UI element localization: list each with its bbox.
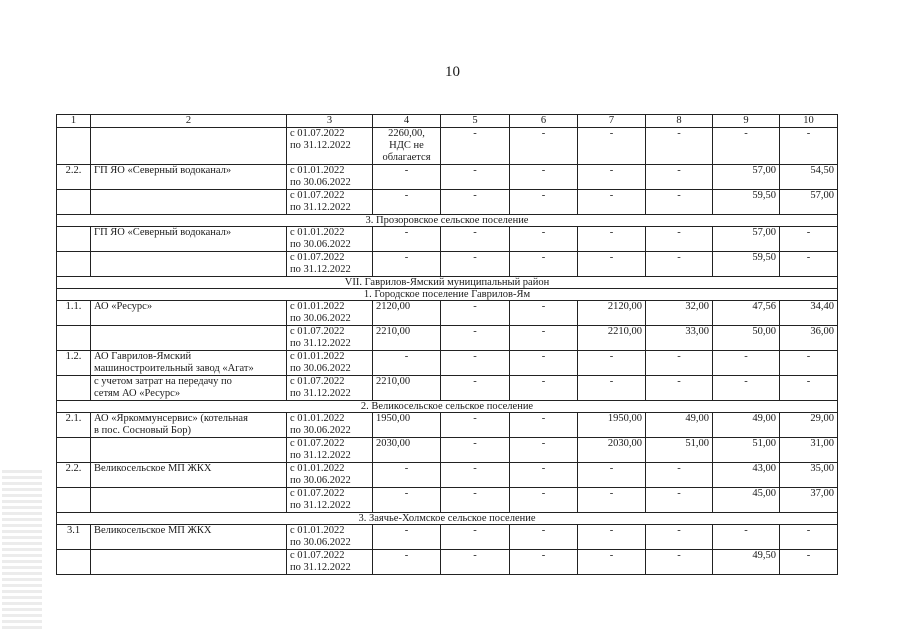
table-cell-col-4: 2260,00, НДС не облагается xyxy=(373,128,441,165)
table-cell-col-7: - xyxy=(578,488,646,513)
table-cell-col-5: - xyxy=(441,351,510,376)
table-cell-col-7: 2210,00 xyxy=(578,326,646,351)
table-cell-col-4: - xyxy=(373,165,441,190)
table-cell-col-9: 51,00 xyxy=(713,438,780,463)
table-row xyxy=(57,326,838,351)
table-cell-col-4: 2120,00 xyxy=(373,301,441,326)
table-cell-col-8: - xyxy=(646,376,713,401)
table-cell-col-2 xyxy=(91,550,287,575)
table-cell-col-10: 29,00 xyxy=(780,413,838,438)
table-cell-col-7: - xyxy=(578,463,646,488)
table-cell-col-4: - xyxy=(373,190,441,215)
table-cell-col-8: - xyxy=(646,351,713,376)
table-cell-col-3: с 01.07.2022 по 31.12.2022 xyxy=(287,128,373,165)
table-cell-col-10: - xyxy=(780,227,838,252)
table-cell-col-6: - xyxy=(510,463,578,488)
section-title: VII. Гаврилов-Ямский муниципальный район xyxy=(57,277,838,289)
table-cell-col-5: - xyxy=(441,128,510,165)
table-cell-col-1 xyxy=(57,438,91,463)
table-row xyxy=(57,351,838,376)
table-row xyxy=(57,413,838,438)
table-cell-col-9: 59,50 xyxy=(713,252,780,277)
section-header-row xyxy=(57,215,838,227)
table-cell-col-7: - xyxy=(578,376,646,401)
table-cell-col-8: - xyxy=(646,190,713,215)
table-cell-col-8: - xyxy=(646,525,713,550)
table-cell-col-3: с 01.07.2022 по 31.12.2022 xyxy=(287,326,373,351)
column-header-10: 10 xyxy=(780,115,838,128)
column-header-5: 5 xyxy=(441,115,510,128)
section-header-row xyxy=(57,289,838,301)
table-cell-col-10: - xyxy=(780,128,838,165)
table-cell-col-2: ГП ЯО «Северный водоканал» xyxy=(91,165,287,190)
table-cell-col-3: с 01.07.2022 по 31.12.2022 xyxy=(287,376,373,401)
table-cell-col-10: - xyxy=(780,351,838,376)
table-cell-col-6: - xyxy=(510,252,578,277)
table-cell-col-2: Великосельское МП ЖКХ xyxy=(91,463,287,488)
table-cell-col-4: - xyxy=(373,227,441,252)
table-cell-col-3: с 01.01.2022 по 30.06.2022 xyxy=(287,413,373,438)
table-cell-col-6: - xyxy=(510,165,578,190)
table-cell-col-5: - xyxy=(441,252,510,277)
table-row xyxy=(57,550,838,575)
column-header-8: 8 xyxy=(646,115,713,128)
table-cell-col-1 xyxy=(57,190,91,215)
table-cell-col-9: 49,50 xyxy=(713,550,780,575)
table-cell-col-1: 2.1. xyxy=(57,413,91,438)
section-title: 3. Прозоровское сельское поселение xyxy=(57,215,838,227)
table-cell-col-4: 2210,00 xyxy=(373,326,441,351)
table-cell-col-2 xyxy=(91,326,287,351)
table-cell-col-8: - xyxy=(646,550,713,575)
table-cell-col-10: 34,40 xyxy=(780,301,838,326)
table-cell-col-1: 2.2. xyxy=(57,165,91,190)
table-row xyxy=(57,301,838,326)
table-cell-col-8: - xyxy=(646,128,713,165)
table-cell-col-3: с 01.01.2022 по 30.06.2022 xyxy=(287,165,373,190)
table-cell-col-5: - xyxy=(441,413,510,438)
table-cell-col-2 xyxy=(91,488,287,513)
table-cell-col-1 xyxy=(57,376,91,401)
column-header-6: 6 xyxy=(510,115,578,128)
table-cell-col-1 xyxy=(57,128,91,165)
table-row xyxy=(57,128,838,165)
table-cell-col-2: АО «Яркоммунсервис» (котельная в пос. Сосновый Бор) xyxy=(91,413,287,438)
table-cell-col-5: - xyxy=(441,376,510,401)
table-cell-col-2: Великосельское МП ЖКХ xyxy=(91,525,287,550)
table-cell-col-5: - xyxy=(441,301,510,326)
table-cell-col-10: - xyxy=(780,525,838,550)
table-cell-col-4: - xyxy=(373,550,441,575)
table-cell-col-5: - xyxy=(441,550,510,575)
table-cell-col-3: с 01.01.2022 по 30.06.2022 xyxy=(287,463,373,488)
table-cell-col-9: - xyxy=(713,525,780,550)
table-cell-col-4: 2210,00 xyxy=(373,376,441,401)
table-cell-col-7: 2030,00 xyxy=(578,438,646,463)
table-cell-col-9: 50,00 xyxy=(713,326,780,351)
table-cell-col-5: - xyxy=(441,326,510,351)
table-cell-col-10: 54,50 xyxy=(780,165,838,190)
table-body xyxy=(57,115,838,575)
table-cell-col-6: - xyxy=(510,351,578,376)
table-cell-col-4: 2030,00 xyxy=(373,438,441,463)
page-number: 10 xyxy=(445,64,460,80)
table-cell-col-3: с 01.07.2022 по 31.12.2022 xyxy=(287,190,373,215)
table-cell-col-10: - xyxy=(780,252,838,277)
table-cell-col-8: 33,00 xyxy=(646,326,713,351)
table-cell-col-2: АО Гаврилов-Ямский машиностроительный завод «Агат» xyxy=(91,351,287,376)
table-cell-col-10: 31,00 xyxy=(780,438,838,463)
table-cell-col-7: - xyxy=(578,252,646,277)
column-header-3: 3 xyxy=(287,115,373,128)
table-cell-col-2: АО «Ресурс» xyxy=(91,301,287,326)
table-cell-col-1: 2.2. xyxy=(57,463,91,488)
section-header-row xyxy=(57,401,838,413)
table-cell-col-1 xyxy=(57,550,91,575)
table-cell-col-9: 45,00 xyxy=(713,488,780,513)
table-cell-col-6: - xyxy=(510,438,578,463)
table-cell-col-5: - xyxy=(441,165,510,190)
table-row xyxy=(57,252,838,277)
table-cell-col-8: 51,00 xyxy=(646,438,713,463)
table-row xyxy=(57,165,838,190)
table-cell-col-4: 1950,00 xyxy=(373,413,441,438)
table-cell-col-1: 3.1 xyxy=(57,525,91,550)
section-header-row xyxy=(57,277,838,289)
table-cell-col-2 xyxy=(91,252,287,277)
table-cell-col-3: с 01.01.2022 по 30.06.2022 xyxy=(287,301,373,326)
table-cell-col-3: с 01.01.2022 по 30.06.2022 xyxy=(287,227,373,252)
section-title: 3. Заячье-Холмское сельское поселение xyxy=(57,513,838,525)
table-cell-col-5: - xyxy=(441,525,510,550)
table-cell-col-4: - xyxy=(373,463,441,488)
table-cell-col-7: - xyxy=(578,165,646,190)
table-row xyxy=(57,488,838,513)
table-cell-col-3: с 01.07.2022 по 31.12.2022 xyxy=(287,252,373,277)
table-cell-col-5: - xyxy=(441,463,510,488)
table-cell-col-4: - xyxy=(373,488,441,513)
table-cell-col-10: - xyxy=(780,550,838,575)
table-cell-col-10: 37,00 xyxy=(780,488,838,513)
table-cell-col-8: 49,00 xyxy=(646,413,713,438)
table-row xyxy=(57,463,838,488)
table-cell-col-6: - xyxy=(510,488,578,513)
table-cell-col-9: 57,00 xyxy=(713,227,780,252)
table-row xyxy=(57,376,838,401)
table-row xyxy=(57,438,838,463)
table-cell-col-8: - xyxy=(646,165,713,190)
table-cell-col-6: - xyxy=(510,525,578,550)
table-cell-col-9: 49,00 xyxy=(713,413,780,438)
table-cell-col-1 xyxy=(57,488,91,513)
table-cell-col-6: - xyxy=(510,413,578,438)
table-cell-col-8: - xyxy=(646,463,713,488)
table-cell-col-3: с 01.07.2022 по 31.12.2022 xyxy=(287,550,373,575)
scan-margin-mark xyxy=(2,470,42,630)
table-cell-col-10: 36,00 xyxy=(780,326,838,351)
tariff-table xyxy=(56,114,838,575)
table-cell-col-3: с 01.01.2022 по 30.06.2022 xyxy=(287,351,373,376)
table-cell-col-10: 35,00 xyxy=(780,463,838,488)
column-header-9: 9 xyxy=(713,115,780,128)
table-cell-col-6: - xyxy=(510,128,578,165)
table-cell-col-5: - xyxy=(441,488,510,513)
table-cell-col-2 xyxy=(91,190,287,215)
table-cell-col-6: - xyxy=(510,550,578,575)
column-header-1: 1 xyxy=(57,115,91,128)
table-cell-col-7: - xyxy=(578,550,646,575)
table-cell-col-1 xyxy=(57,227,91,252)
table-cell-col-9: 47,56 xyxy=(713,301,780,326)
table-cell-col-8: - xyxy=(646,227,713,252)
table-cell-col-6: - xyxy=(510,301,578,326)
table-cell-col-3: с 01.07.2022 по 31.12.2022 xyxy=(287,438,373,463)
table-cell-col-7: - xyxy=(578,525,646,550)
table-cell-col-2 xyxy=(91,128,287,165)
table-cell-col-4: - xyxy=(373,252,441,277)
table-cell-col-7: - xyxy=(578,227,646,252)
table-cell-col-1 xyxy=(57,252,91,277)
table-row xyxy=(57,525,838,550)
column-header-7: 7 xyxy=(578,115,646,128)
section-title: 2. Великосельское сельское поселение xyxy=(57,401,838,413)
table-cell-col-3: с 01.07.2022 по 31.12.2022 xyxy=(287,488,373,513)
table-cell-col-1: 1.1. xyxy=(57,301,91,326)
table-cell-col-7: 2120,00 xyxy=(578,301,646,326)
table-cell-col-9: - xyxy=(713,376,780,401)
table-cell-col-5: - xyxy=(441,190,510,215)
table-cell-col-1: 1.2. xyxy=(57,351,91,376)
table-cell-col-3: с 01.01.2022 по 30.06.2022 xyxy=(287,525,373,550)
table-row xyxy=(57,227,838,252)
table-cell-col-9: - xyxy=(713,351,780,376)
table-cell-col-6: - xyxy=(510,227,578,252)
table-cell-col-4: - xyxy=(373,525,441,550)
table-cell-col-6: - xyxy=(510,376,578,401)
table-cell-col-2: ГП ЯО «Северный водоканал» xyxy=(91,227,287,252)
section-title: 1. Городское поселение Гаврилов-Ям xyxy=(57,289,838,301)
table-cell-col-7: - xyxy=(578,190,646,215)
table-cell-col-6: - xyxy=(510,326,578,351)
table-cell-col-7: 1950,00 xyxy=(578,413,646,438)
column-header-4: 4 xyxy=(373,115,441,128)
table-cell-col-9: 43,00 xyxy=(713,463,780,488)
table-cell-col-8: - xyxy=(646,488,713,513)
table-row xyxy=(57,190,838,215)
table-cell-col-9: - xyxy=(713,128,780,165)
table-cell-col-5: - xyxy=(441,227,510,252)
section-header-row xyxy=(57,513,838,525)
table-cell-col-2 xyxy=(91,438,287,463)
table-header-row xyxy=(57,115,838,128)
table-cell-col-8: - xyxy=(646,252,713,277)
table-cell-col-9: 57,00 xyxy=(713,165,780,190)
table-cell-col-5: - xyxy=(441,438,510,463)
table-cell-col-10: - xyxy=(780,376,838,401)
table-cell-col-1 xyxy=(57,326,91,351)
column-header-2: 2 xyxy=(91,115,287,128)
table-cell-col-6: - xyxy=(510,190,578,215)
table-cell-col-9: 59,50 xyxy=(713,190,780,215)
table-cell-col-2: с учетом затрат на передачу по сетям АО «Ресурс» xyxy=(91,376,287,401)
table-cell-col-7: - xyxy=(578,351,646,376)
table-cell-col-4: - xyxy=(373,351,441,376)
table-cell-col-8: 32,00 xyxy=(646,301,713,326)
table-cell-col-10: 57,00 xyxy=(780,190,838,215)
table-cell-col-7: - xyxy=(578,128,646,165)
